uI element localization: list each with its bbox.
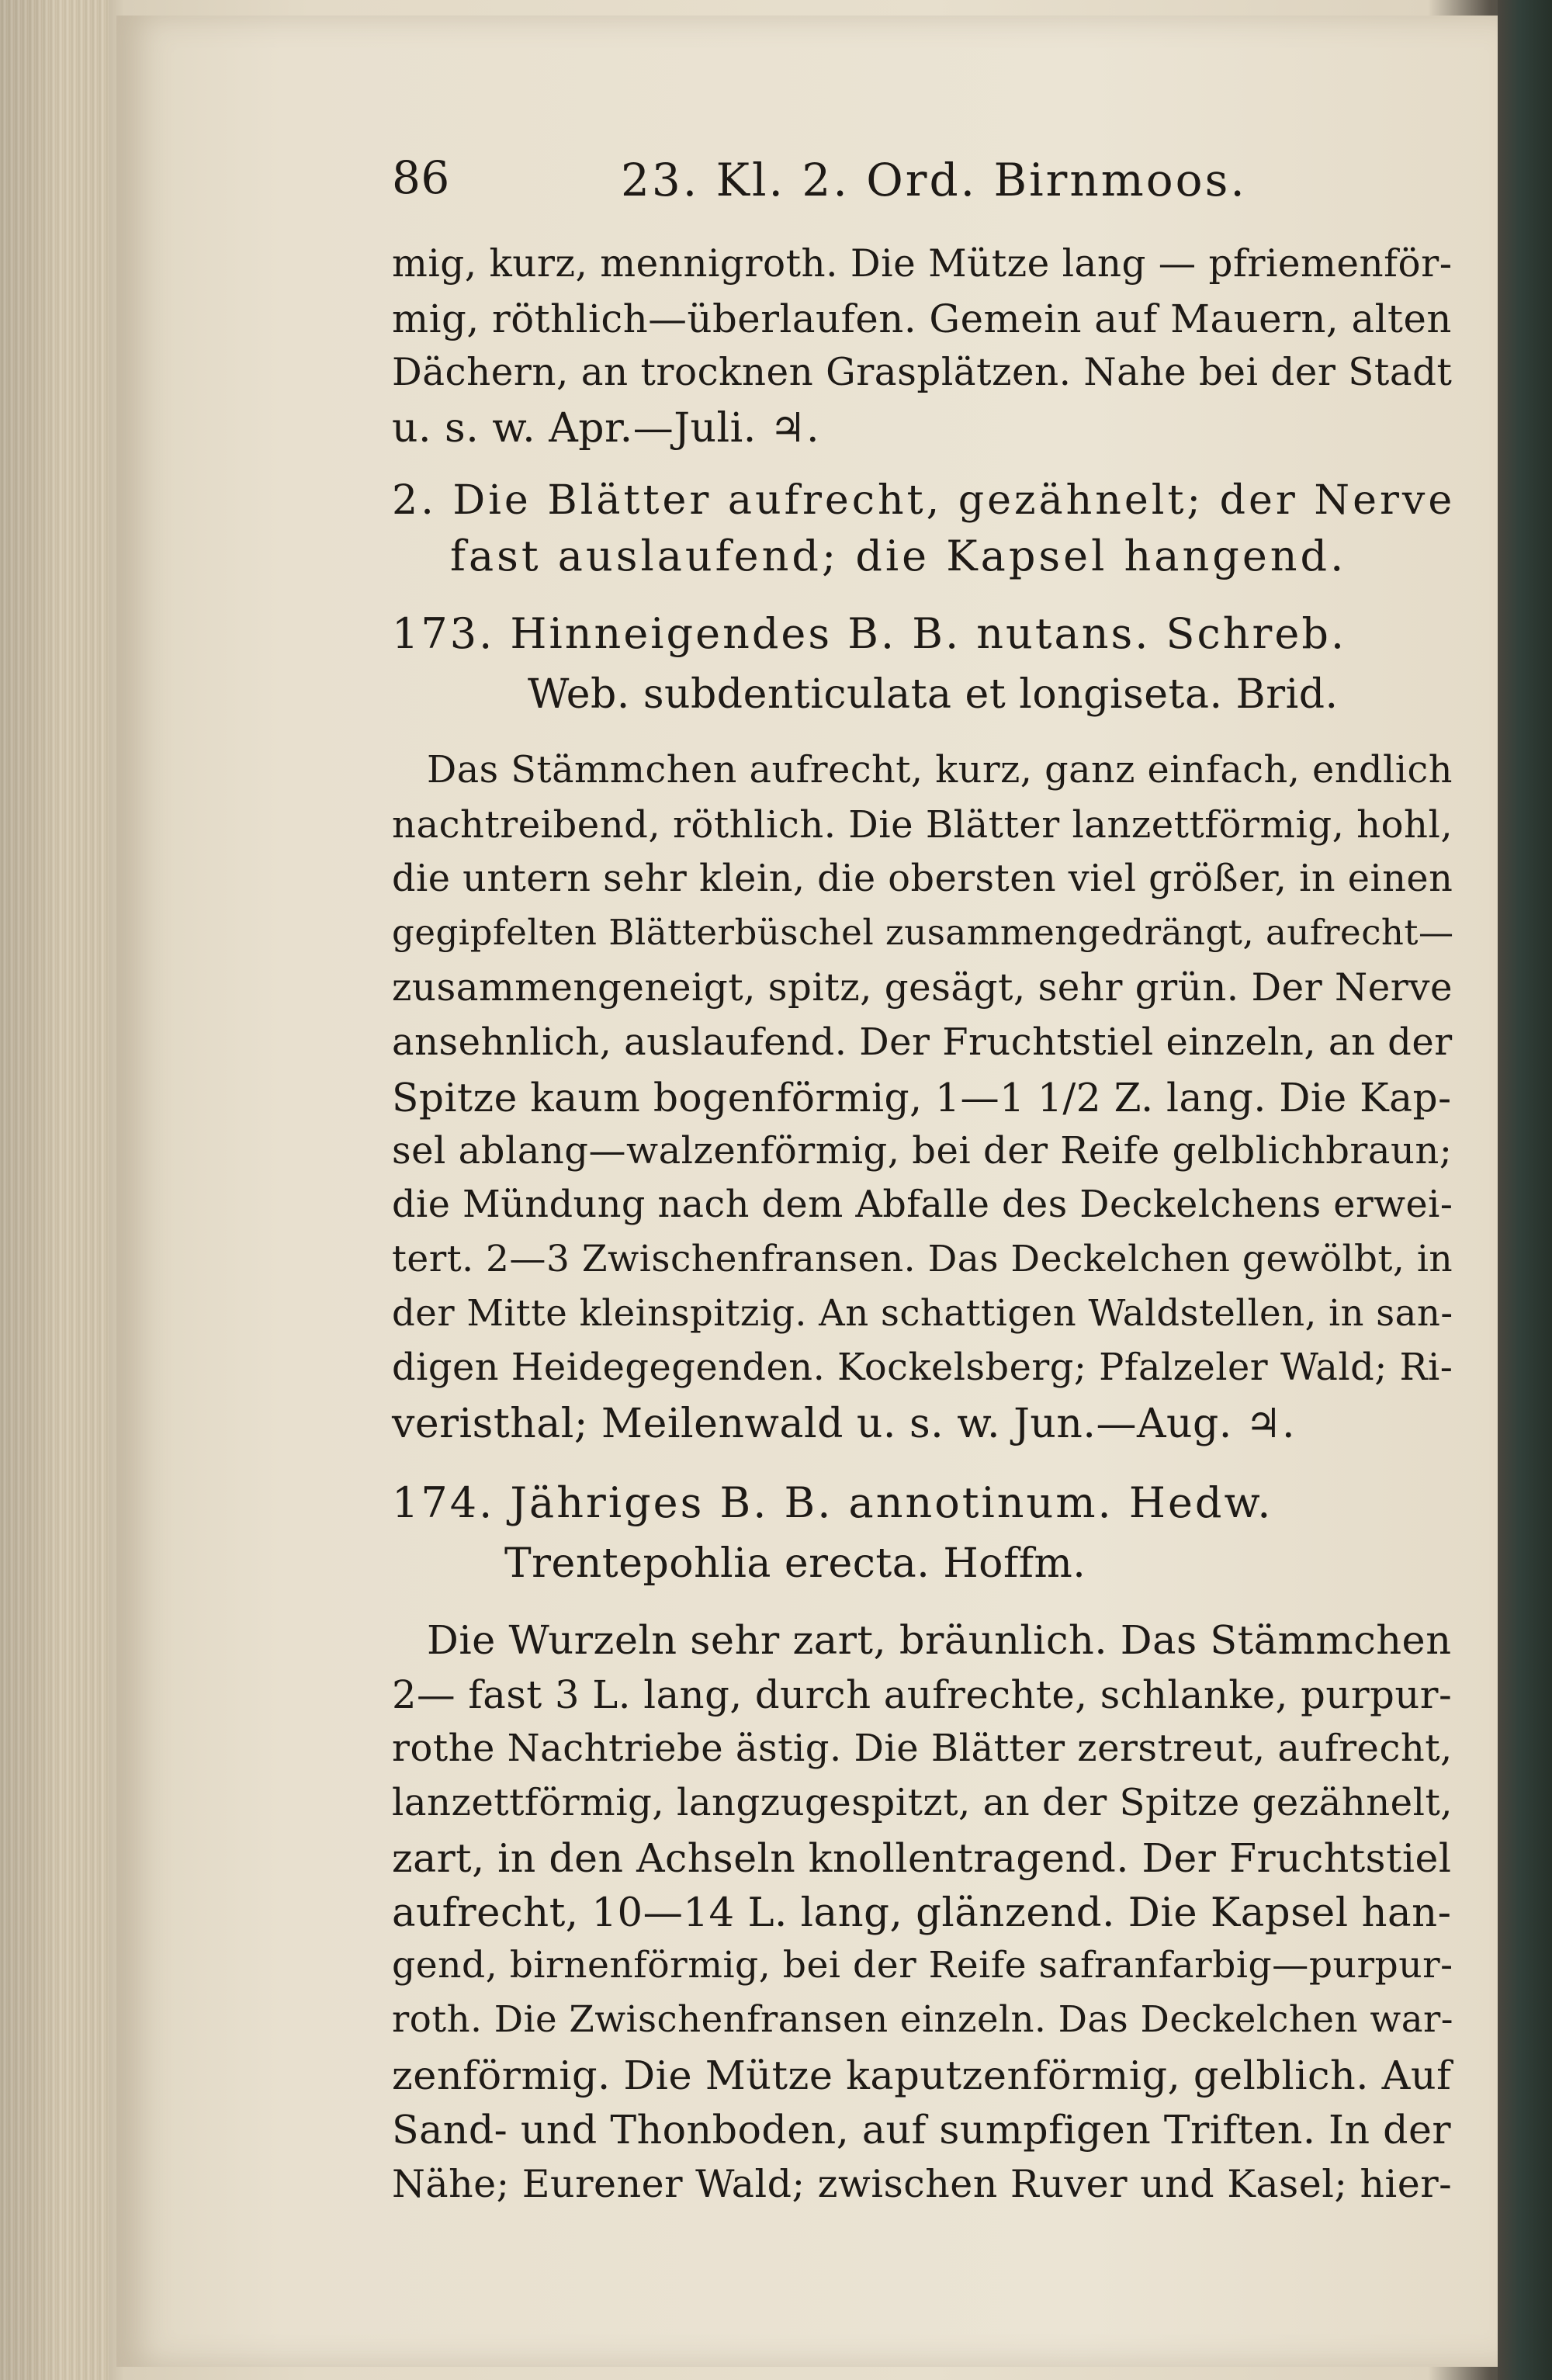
text-line: rothe Nachtriebe ästig. Die Blätter zerstreut, aufrecht,: [392, 1727, 1453, 1770]
book-page: [116, 16, 1498, 2367]
text-line: tert. 2—3 Zwischenfransen. Das Deckelchen gewölbt, in: [392, 1238, 1453, 1280]
text-line: Dächern, an trocknen Grasplätzen. Nahe bei der Stadt: [392, 351, 1453, 394]
book-cover-edge: [1498, 0, 1552, 2380]
text-line: ansehnlich, auslaufend. Der Fruchtstiel einzeln, an der: [392, 1020, 1453, 1064]
synonym-line: Web. subdenticulata et longiseta. Brid.: [528, 671, 1339, 718]
text-line: zenförmig. Die Mütze kaputzenförmig, gelblich. Auf: [392, 2053, 1452, 2098]
text-line: mig, röthlich—überlaufen. Gemein auf Mauern, alten: [392, 296, 1452, 341]
text-line: Die Wurzeln sehr zart, bräunlich. Das Stämmchen: [427, 1618, 1452, 1664]
text-line: sel ablang—walzenförmig, bei der Reife gelblichbraun;: [392, 1129, 1453, 1173]
running-title: 23. Kl. 2. Ord. Birnmoos.: [621, 154, 1247, 206]
text-line: nachtreibend, röthlich. Die Blätter lanzettförmig, hohl,: [392, 803, 1453, 847]
species-heading-174: 174. Jähriges B. B. annotinum. Hedw.: [392, 1478, 1273, 1527]
text-line: 2— fast 3 L. lang, durch aufrechte, schlanke, purpur-: [392, 1672, 1453, 1717]
subsection-heading-cont: fast auslaufend; die Kapsel hangend.: [450, 532, 1347, 580]
text-line: mig, kurz, mennigroth. Die Mütze lang — pfriemenför-: [392, 242, 1453, 286]
page-number: 86: [392, 151, 450, 204]
subsection-heading: 2. Die Blätter aufrecht, gezähnelt; der Nerve: [392, 477, 1456, 524]
text-line: Das Stämmchen aufrecht, kurz, ganz einfach, endlich: [427, 749, 1453, 792]
text-line: aufrecht, 10—14 L. lang, glänzend. Die Kapsel han-: [392, 1890, 1452, 1936]
text-line: roth. Die Zwischenfransen einzeln. Das Deckelchen war-: [392, 1998, 1454, 2040]
text-line: gend, birnenförmig, bei der Reife safranfarbig—purpur-: [392, 1944, 1453, 1987]
text-line: zusammengeneigt, spitz, gesägt, sehr grün. Der Nerve: [392, 966, 1453, 1010]
text-line: die Mündung nach dem Abfalle des Deckelchens erwei-: [392, 1183, 1453, 1226]
book-page-edges: [0, 0, 109, 2380]
synonym-line: Trentepohlia erecta. Hoffm.: [504, 1540, 1086, 1587]
text-line: gegipfelten Blätterbüschel zusammengedrängt, aufrecht—: [392, 912, 1454, 953]
text-line: die untern sehr klein, die obersten viel größer, in einen: [392, 857, 1453, 900]
text-line: lanzettförmig, langzugespitzt, an der Spitze gezähnelt,: [392, 1781, 1453, 1824]
text-line: der Mitte kleinspitzig. An schattigen Waldstellen, in san-: [392, 1292, 1453, 1334]
text-line: veristhal; Meilenwald u. s. w. Jun.—Aug. ♃.: [392, 1401, 1295, 1447]
text-line: u. s. w. Apr.—Juli. ♃.: [392, 405, 820, 452]
text-line: Spitze kaum bogenförmig, 1—1 1/2 Z. lang. Die Kap-: [392, 1075, 1452, 1121]
text-line: digen Heidegegenden. Kockelsberg; Pfalzeler Wald; Ri-: [392, 1346, 1453, 1389]
text-line: zart, in den Achseln knollentragend. Der Fruchtstiel: [392, 1835, 1452, 1881]
species-heading-173: 173. Hinneigendes B. B. nutans. Schreb.: [392, 609, 1347, 658]
text-line: Sand- und Thonboden, auf sumpfigen Triften. In der: [392, 2107, 1452, 2153]
text-line: Nähe; Eurener Wald; zwischen Ruver und Kasel; hier-: [392, 2161, 1453, 2206]
